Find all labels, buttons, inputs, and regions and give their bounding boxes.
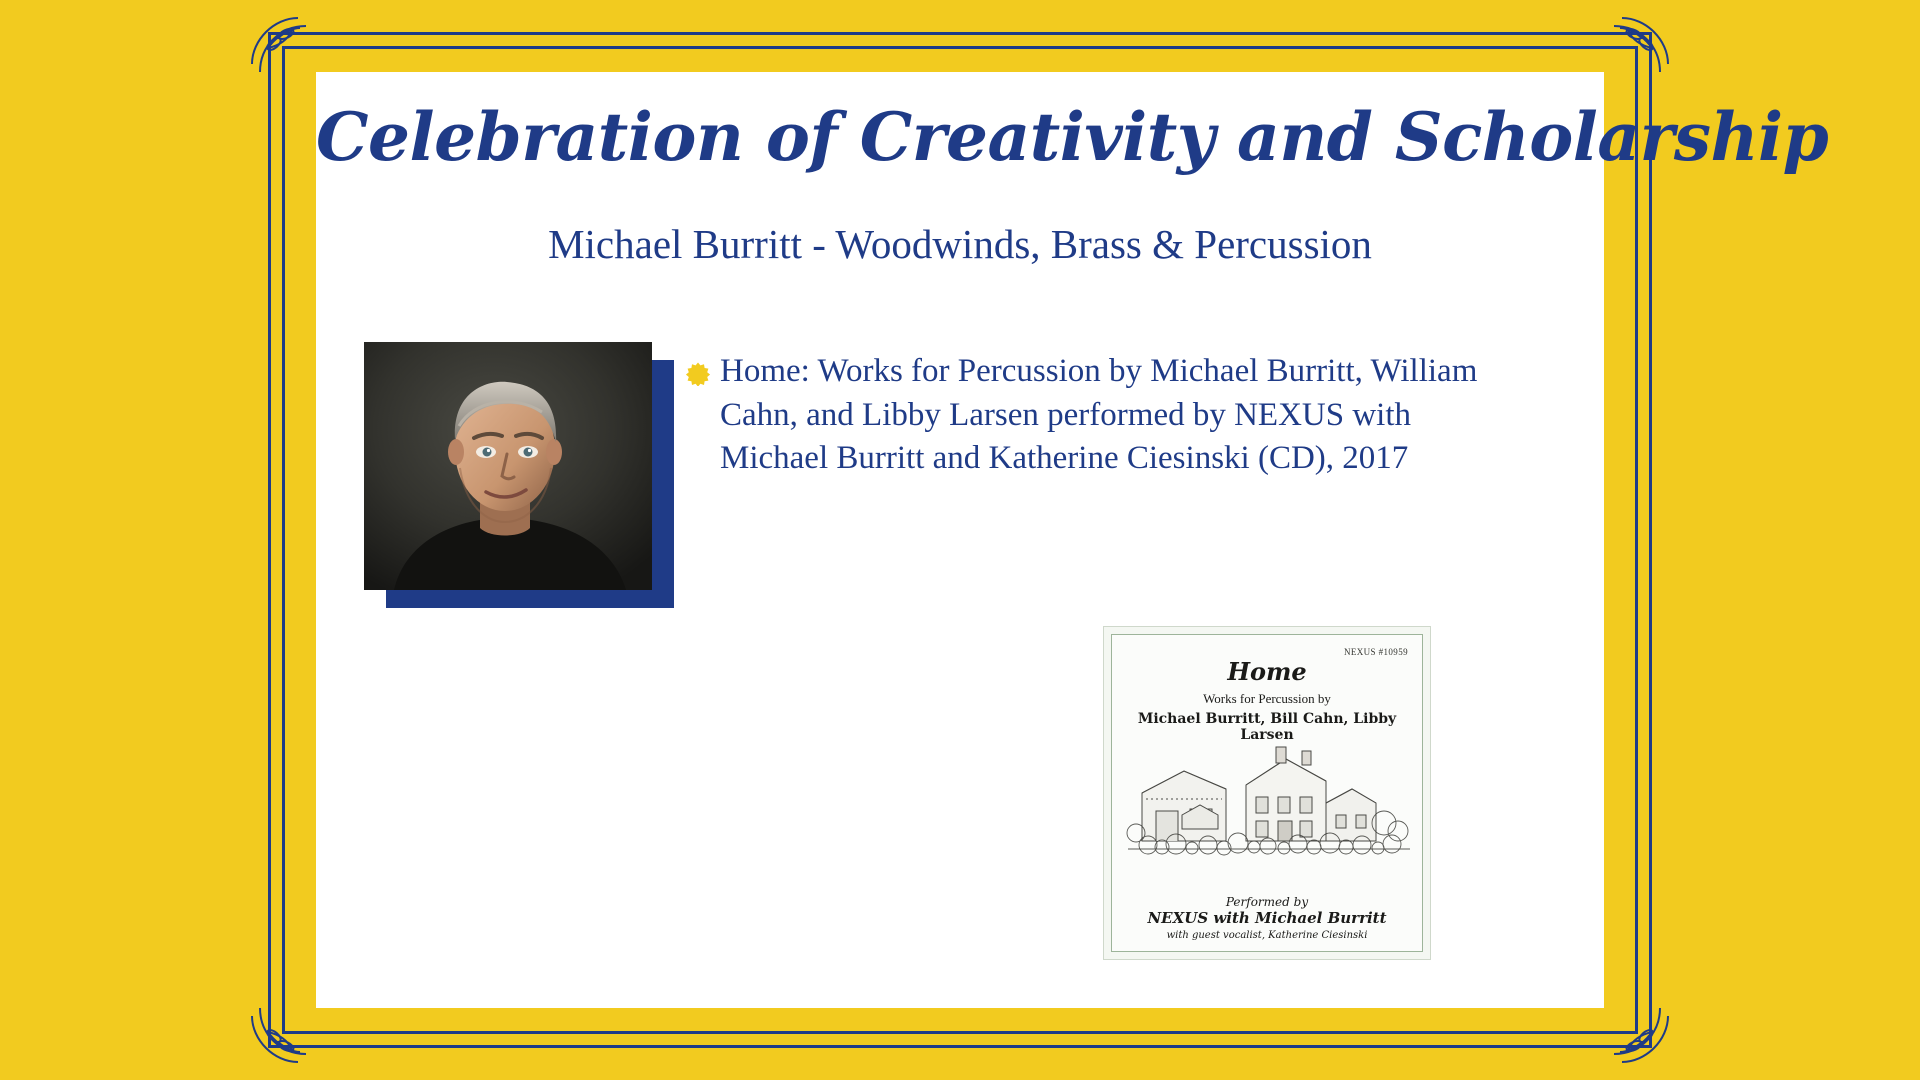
cd-performed-by-label: Performed by xyxy=(1225,895,1309,909)
cd-cover-illustration xyxy=(1126,737,1412,867)
bullet-item xyxy=(686,350,1506,481)
content-card xyxy=(316,72,1829,1008)
bullet-text: Home: Works for Percussion by Michael Burritt, William Cahn, and Libby Larsen performed by NEXUS with Michael Burritt and Katherine Ciesinski (CD), 2017 xyxy=(720,353,1478,477)
cd-cover-image xyxy=(1103,626,1431,960)
cd-subtitle-line2: Michael Burritt, Bill Cahn, Libby Larsen xyxy=(1137,711,1397,743)
cd-performers: NEXUS with Michael Burritt xyxy=(1147,909,1387,927)
portrait-image xyxy=(364,342,652,590)
page-title: Celebration of Creativity and Scholarship xyxy=(316,98,1829,176)
cd-cover-inner-border xyxy=(1111,634,1423,952)
cd-title: Home xyxy=(1227,657,1307,686)
cd-guest-vocalist: with guest vocalist, Katherine Ciesinski xyxy=(1166,930,1368,941)
page-subtitle: Michael Burritt - Woodwinds, Brass & Percussion xyxy=(548,221,1372,267)
portrait-figure xyxy=(364,342,664,604)
cd-catalog-number: NEXUS #10959 xyxy=(1343,647,1408,657)
cd-subtitle-line1: Works for Percussion by xyxy=(1203,691,1331,706)
sunburst-bullet-icon xyxy=(686,350,720,391)
